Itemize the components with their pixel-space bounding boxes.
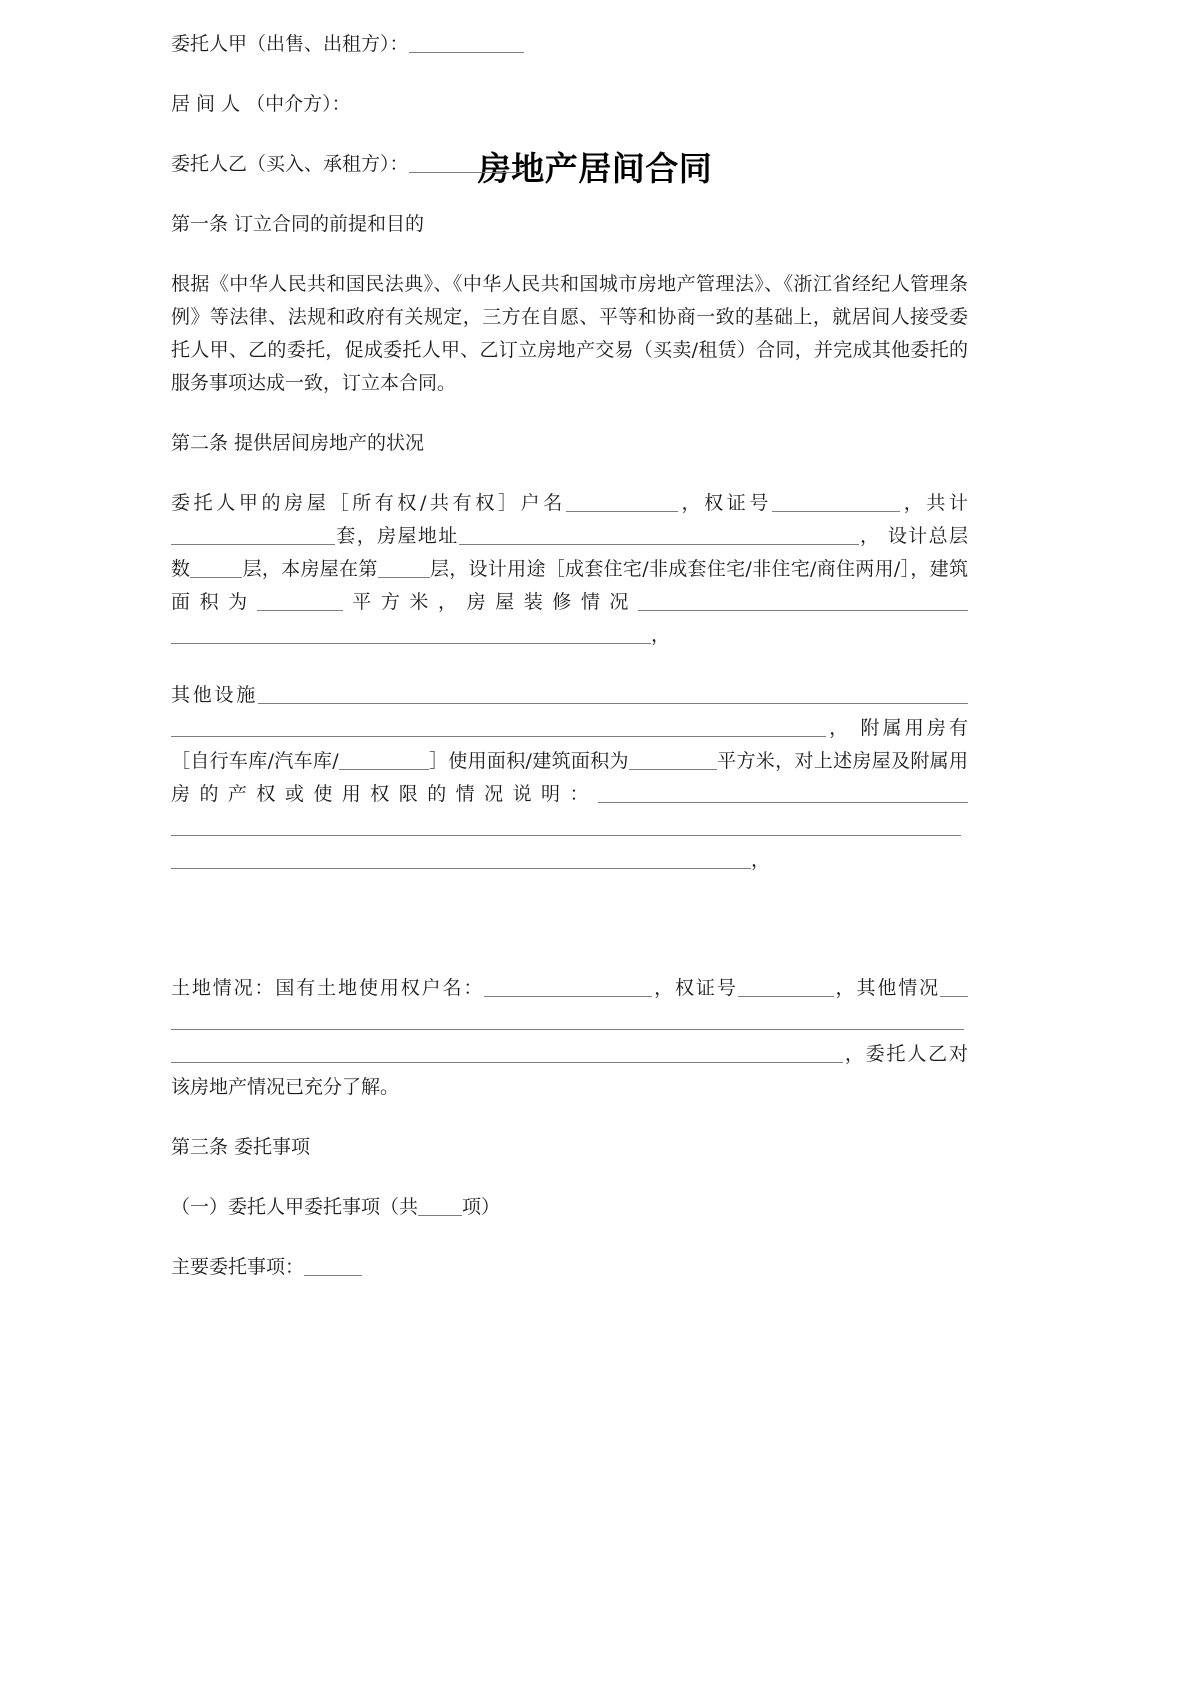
article-3-item-a-heading	[171, 1191, 968, 1224]
broker-row	[171, 88, 968, 121]
land-other-blank[interactable]	[940, 977, 968, 997]
annex-label: ， 附属用房有［自行车库/汽车库/	[171, 717, 968, 772]
spacer	[171, 0, 968, 28]
land-cert-label: ，权证号	[652, 977, 738, 999]
party-a-blank[interactable]	[409, 33, 524, 53]
land-other-blank-2[interactable]	[171, 1010, 964, 1030]
house-decoration-blank-2[interactable]	[171, 624, 651, 644]
land-other-label: ，其他情况	[833, 977, 940, 999]
main-items-blank[interactable]	[304, 1256, 362, 1276]
spacer	[171, 241, 968, 268]
annex-unit-label: 平方米，对上述房屋及附属用房的产权或使用权限的情况说明：	[171, 750, 968, 805]
house-floor-blank[interactable]	[378, 558, 430, 578]
house-floors-label: ， 设计总层数	[171, 525, 968, 580]
party-b-blank[interactable]	[409, 153, 524, 173]
spacer	[171, 1224, 968, 1251]
article-1-heading: 第一条 订立合同的前提和目的	[171, 213, 425, 235]
house-line-comma: ，	[651, 624, 671, 646]
house-address-label: 套，房屋地址	[335, 525, 459, 547]
article-1-body: 根据《中华人民共和国民法典》、《中华人民共和国城市房地产管理法》、《浙江省经纪人管理条例》等法律、法规和政府有关规定，三方在自愿、平等和协商一致的基础上，就居间人接受委托人甲、乙的委托，促成委托人甲、乙订立房地产交易（买卖/租赁）合同，并完成其他委托的服务事项达成一致，订立本合同。	[171, 273, 968, 394]
house-floor-label: 层，本房屋在第	[242, 558, 378, 580]
party-a-row	[171, 28, 968, 61]
spacer	[171, 61, 968, 88]
article-3-heading: 第三条 委托事项	[171, 1136, 311, 1158]
house-total-label: ，共计	[900, 492, 968, 514]
house-cert-blank[interactable]	[772, 492, 900, 512]
party-a-label: 委托人甲（出售、出租方）：	[171, 33, 409, 55]
spacer-large	[171, 877, 968, 972]
annex-desc-blank-2[interactable]	[171, 816, 961, 836]
article-2-land-paragraph	[171, 972, 968, 1104]
land-other-blank-3[interactable]	[171, 1043, 843, 1063]
spacer	[171, 652, 968, 679]
house-area-blank[interactable]	[257, 591, 343, 611]
article-2-house-paragraph	[171, 487, 968, 652]
facilities-blank-2[interactable]	[171, 717, 826, 737]
house-floors-blank[interactable]	[190, 558, 242, 578]
house-total-blank[interactable]	[171, 525, 275, 545]
house-decoration-blank[interactable]	[638, 591, 968, 611]
house-total-blank-2[interactable]	[275, 525, 335, 545]
land-owner-blank[interactable]	[484, 977, 652, 997]
spacer	[171, 181, 968, 208]
main-items-label: 主要委托事项：	[171, 1256, 305, 1278]
land-label: 土地情况：国有土地使用权户名：	[171, 977, 485, 999]
house-usage-label: 层，设计用途［成套住宅/非成套住宅/非住宅/商住两用/］，建筑面积为	[171, 558, 968, 613]
annex-tail-comma: ，	[751, 849, 771, 871]
main-items-row	[171, 1251, 968, 1284]
house-cert-label: ，权证号	[677, 492, 773, 514]
facilities-label: 其他设施	[171, 684, 258, 706]
spacer	[171, 1164, 968, 1191]
spacer	[171, 1104, 968, 1131]
annex-mid-label: ］使用面积/建筑面积为	[428, 750, 629, 772]
annex-desc-blank-3[interactable]	[171, 849, 751, 869]
page-title: 房地产居间合同	[477, 149, 713, 188]
item-a-label: （一）委托人甲委托事项（共	[171, 1196, 419, 1218]
annex-area-blank[interactable]	[629, 750, 717, 770]
house-owner-label: 委托人甲的房屋［所有权/共有权］户名	[171, 492, 566, 514]
land-cert-blank[interactable]	[738, 977, 834, 997]
spacer	[171, 460, 968, 487]
house-decoration-label: 平方米，房屋装修情况	[342, 591, 638, 613]
spacer	[171, 121, 968, 148]
broker-label: 居 间 人 （中介方）：	[171, 93, 351, 115]
party-b-row	[171, 148, 968, 181]
party-b-label: 委托人乙（买入、承租方）：	[171, 153, 409, 175]
item-a-label-tail: 项）	[462, 1196, 501, 1218]
house-owner-blank[interactable]	[566, 492, 678, 512]
house-address-blank[interactable]	[459, 525, 859, 545]
item-a-count-blank[interactable]	[418, 1196, 462, 1216]
article-2-heading: 第二条 提供居间房地产的状况	[171, 432, 425, 454]
land-tail-label: ，委托人乙对该房地产情况已充分了解。	[171, 1043, 968, 1098]
spacer	[171, 400, 968, 427]
article-2-facilities-paragraph	[171, 679, 968, 877]
annex-desc-blank[interactable]	[598, 783, 968, 803]
annex-type-blank[interactable]	[339, 750, 429, 770]
facilities-blank[interactable]	[258, 684, 968, 704]
document-body	[171, 0, 968, 1284]
